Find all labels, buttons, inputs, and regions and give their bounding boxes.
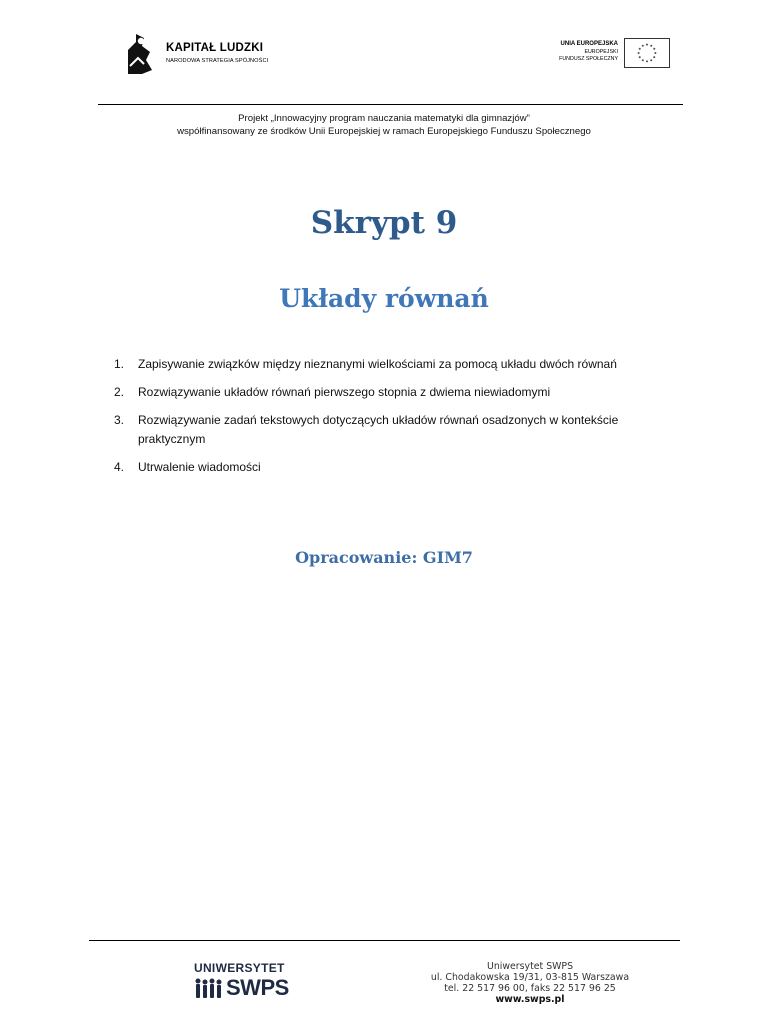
document-subtitle: Układy równań [279, 284, 489, 313]
eu-star-icon [646, 60, 648, 62]
header-divider [98, 104, 683, 105]
eu-star-icon [642, 59, 644, 61]
list-item-number: 3. [114, 413, 125, 427]
project-funding: współfinansowany ze środków Unii Europejskiej w ramach Europejskiego Funduszu Społecznego [177, 126, 591, 137]
eu-star-icon [646, 44, 648, 46]
address-line: Uniwersytet SWPS [486, 961, 574, 972]
eu-logo [550, 38, 670, 70]
eu-star-icon [653, 48, 655, 50]
list-item-text: Rozwiązywanie układów równań pierwszego stopnia z dwiema niewiadomymi [138, 385, 551, 399]
address-line: tel. 22 517 96 00, faks 22 517 96 25 [444, 983, 616, 994]
footer-address [400, 961, 660, 1005]
address-line: ul. Chodakowska 19/31, 03-815 Warszawa [430, 972, 630, 983]
list-item [114, 383, 659, 402]
eu-logo-line2: EUROPEJSKI [584, 49, 618, 55]
eu-star-icon [650, 45, 652, 47]
project-name: Projekt „Innowacyjny program nauczania matematyki dla gimnazjów” [238, 113, 530, 124]
swps-logo [194, 961, 294, 1001]
eu-star-icon [650, 59, 652, 61]
list-item-text: Rozwiązywanie zadań tekstowych dotyczących układów równań osadzonych w kontekście praktycznym [138, 413, 619, 446]
eu-star-icon [653, 56, 655, 58]
eu-star-icon [639, 48, 641, 50]
eu-star-icon [642, 45, 644, 47]
list-item-number: 4. [114, 460, 125, 474]
list-item [114, 355, 659, 374]
list-item [114, 411, 659, 449]
list-item-text: Zapisywanie związków między nieznanymi wielkościami za pomocą układu dwóch równań [138, 357, 617, 371]
website-link[interactable]: www.swps.pl [495, 994, 565, 1005]
author-credit: Opracowanie: GIM7 [295, 548, 473, 567]
eu-logo-line1: UNIA EUROPEJSKA [560, 41, 618, 47]
eu-star-icon [638, 52, 640, 54]
document-title: Skrypt 9 [310, 205, 458, 241]
kapital-ludzki-logo [124, 30, 284, 76]
eu-star-icon [654, 52, 656, 54]
kapital-ludzki-subtitle: NARODOWA STRATEGIA SPÓJNOŚCI [166, 58, 269, 64]
eu-logo-line3: FUNDUSZ SPOŁECZNY [559, 56, 618, 62]
eu-star-icon [639, 56, 641, 58]
list-item-number: 1. [114, 357, 125, 371]
swps-logo-top-text: UNIWERSYTET [194, 961, 285, 975]
topic-list [114, 355, 659, 486]
list-item-number: 2. [114, 385, 125, 399]
footer-divider [89, 940, 680, 941]
kapital-ludzki-title: KAPITAŁ LUDZKI [166, 42, 264, 54]
swps-logo-text: SWPS [226, 975, 289, 1000]
list-item-text: Utrwalenie wiadomości [138, 460, 261, 474]
eu-flag-icon [624, 38, 670, 68]
kapital-ludzki-emblem-icon [124, 30, 154, 76]
list-item [114, 458, 659, 477]
